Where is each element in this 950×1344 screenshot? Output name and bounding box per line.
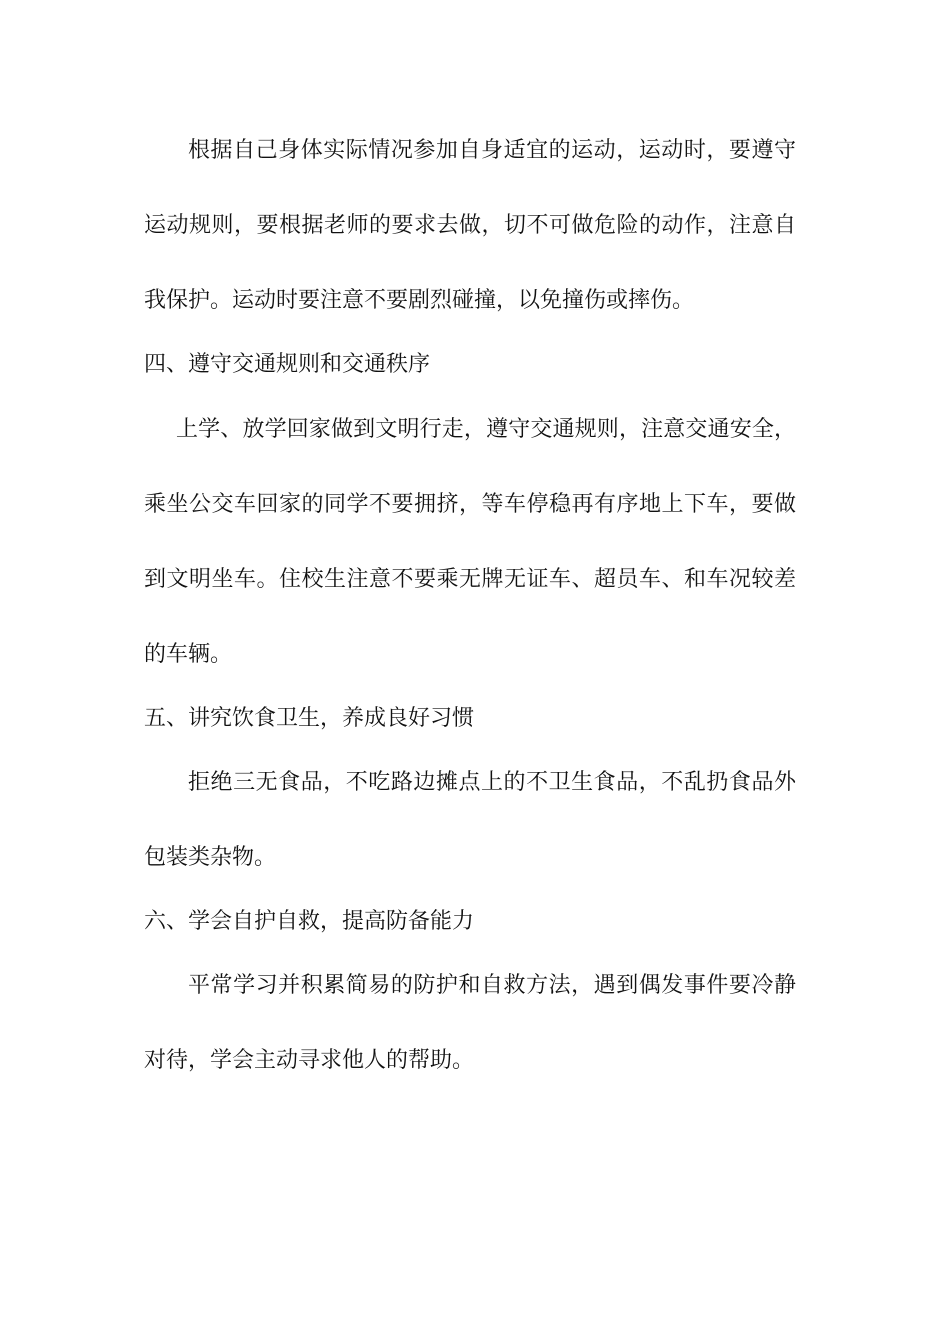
- section-heading: 四、遵守交通规则和交通秩序: [144, 352, 431, 377]
- section-heading: 五、讲究饮食卫生，养成良好习惯: [144, 706, 475, 731]
- paragraph-line: 的车辆。: [144, 642, 233, 667]
- paragraph-line: 我保护。运动时要注意不要剧烈碰撞，以免撞伤或摔伤。: [144, 288, 695, 313]
- paragraph-line: 包装类杂物。: [144, 845, 277, 870]
- paragraph-line: 平常学习并积累简易的防护和自救方法，遇到偶发事件要冷静: [188, 973, 796, 998]
- paragraph-line: 乘坐公交车回家的同学不要拥挤，等车停稳再有序地上下车，要做: [144, 492, 796, 517]
- paragraph-line: 对待，学会主动寻求他人的帮助。: [144, 1048, 475, 1073]
- section-heading: 六、学会自护自救，提高防备能力: [144, 909, 475, 934]
- paragraph-line: 拒绝三无食品，不吃路边摊点上的不卫生食品，不乱扔食品外: [188, 770, 796, 795]
- paragraph-line: 上学、放学回家做到文明行走，遵守交通规则，注意交通安全，: [176, 417, 796, 442]
- paragraph-line: 根据自己身体实际情况参加自身适宜的运动，运动时，要遵守: [188, 138, 796, 163]
- paragraph-line: 运动规则，要根据老师的要求去做，切不可做危险的动作，注意自: [144, 213, 796, 238]
- paragraph-line: 到文明坐车。住校生注意不要乘无牌无证车、超员车、和车况较差: [144, 567, 796, 592]
